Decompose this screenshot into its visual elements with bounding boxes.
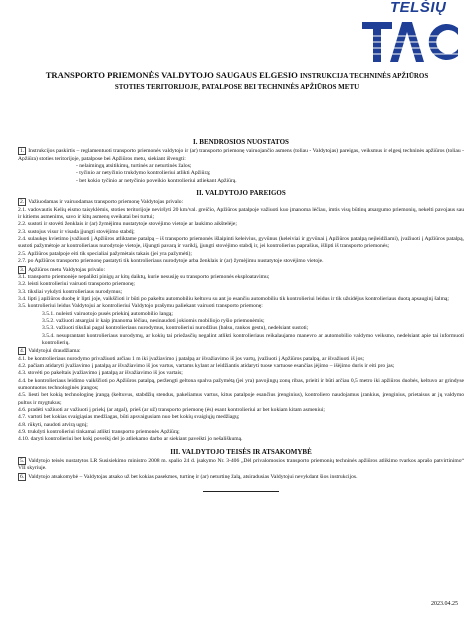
list-item: - bet kokio tyčinio ar netyčinio poveikio kontrolieriui atliekant Apžiūrą. (76, 177, 237, 184)
list-item: 2.3. sustojus visur ir visada įjungti stovėjimo stabdį; (18, 228, 135, 235)
title-line-1b: INSTRUKCIJA TECHNINĖS APŽIŪROS (300, 72, 429, 80)
list-item: 2.1. vadovautis Kelių eismo taisyklėmis, stoties teritorijoje neviršyti 20 km/val. greičio, Apžiūros patalpoje važiuoti kuo įmanoma lėčiau, imtis visų būtinų atsargumo priemonių, nekelti pavojaus sau ir kitiems asmenims, savo ir kitų asmenų sveikatai bei turtui; (18, 206, 464, 221)
document-body (18, 134, 464, 495)
item-number: 5. (20, 458, 25, 465)
list-item: 4.8. rūkyti, naudoti atvirą ugnį; (18, 421, 88, 428)
list-item: 4.10. daryti kontrolieriui bet kokį poveikį del jo atliekamo darbo ar siekiant paveikti jo nešališkumą. (18, 436, 243, 443)
list-item: 4.4. be kontrolieriaus leidimo vaikščioti po Apžiūros patalpą, peržengti geltona spalva pažymėtą (jei yra) pavojingų zonų ribas, prieiti ir būti arčiau 0,5 metro iki apžiūros duobės, keltuvo ar grindyse sumontuotos technologinės įrangos; (18, 377, 464, 391)
list-item: 3.5.4. nesuprantant kontrolieriaus nurodymų, ar kokių tai priežasčių negalint atlikti kontrolieriaus reikalaujamo manevro ar automobilio valdymo veiksmo, nedelsiant apie tai informuoti kontrolierių. (42, 332, 464, 346)
paragraph-1: 1. Instrukcijos paskirtis – reglamentuoti transporto priemonės valdytojo ir (ar) transporto priemonę vairuojančio asmens (toliau - Valdytojas) pareigas, veiksmus ir elgesį techninės apžiūros (toliau - Apžiūra) stoties teritorijoje, patalpose bei Apžiūros metu, siekiant išvengti: (18, 148, 464, 162)
list-item: 2.7. po Apžiūros transporto priemonę pastatyti tik kontrolieriaus nurodytoje arba ženklais ir (ar) žymėjimu nustatytoje stovėjimo vietoje. (18, 258, 324, 265)
list-item: 3.2. leisti kontrolieriui vairuoti transporto priemonę; (18, 281, 135, 288)
list-item: 3.3. tiksliai vykdyti kontrolieriaus nurodymus; (18, 288, 123, 295)
paragraph-2: 2. Važiuodamas ir vairuodamas transporto priemonę Valdytojas privalo: (20, 199, 184, 206)
list-item: - tyčinio ar netyčinio trukdymo kontrolieriui atlikti Apžiūrą; (76, 170, 211, 177)
section-heading-3: III. VALDYTOJO TEISĖS IR ATSAKOMYBĖ (170, 447, 312, 456)
list-item: 2.2. sustoti ir stovėti ženklais ir (ar) žymėjimu nustatytoje stovėjimo vietoje ar laukimo aikštelėje; (18, 221, 237, 228)
signature-line (203, 491, 279, 492)
item-number: 3. (20, 266, 25, 273)
company-logo (362, 0, 460, 66)
list-item: 2.5. Apžiūros patalpoje eiti tik specialiai pažymėtais takais (jei yra pažymėti); (18, 250, 192, 257)
section-heading-2: II. VALDYTOJO PAREIGOS (196, 189, 286, 198)
title-line-2: STOTIES TERITORIJOJE, PATALPOSE BEI TECHNINĖS APŽIŪROS METU (114, 83, 360, 91)
list-item: - nelaimingų atsitikimų, turtinės ar neturtinės žalos; (76, 163, 192, 170)
section-heading-1: I. BENDROSIOS NUOSTATOS (193, 138, 289, 146)
list-item: 4.9. trukdyti kontrolieriui tinkamai atlikti transporto priemonės Apžiūrą; (18, 429, 180, 436)
logo-text: TELŠIŲ (390, 0, 447, 16)
document-title (20, 70, 454, 93)
paragraph-6: 6. Valdytojo atsakomybė – Valdytojas atsako už bet kokias pasekmes, turtinę ir (ar) neturtinę žalą, atsiradusias Valdytojui nevykdant šios instrukcijos. (20, 473, 358, 480)
list-item: 3.5.3. važiuoti tiksliai pagal kontrolieriaus nurodymus, kontrolieriui nurodžius (balsu, rankos gestu), nedelsiant sustoti; (42, 325, 309, 332)
list-item: 3.5.1. nuleisti vairuotojo pusės priekinį automobilio langą; (42, 310, 173, 317)
item-number: 2. (20, 199, 25, 206)
list-item: 4.6. pradėti važiuoti ar važiuoti į priekį (ar atgal), prieš (ar už) transporto priemonę (ės) esant kontrolieriui ar bet kokiam kitam asmeniui; (18, 407, 325, 414)
list-item: 4.7. vartoti bet kokias svaigiąsias medžiagas, būti apsvaigusiam nuo bet kokių svaigiųjų medžiagų; (18, 414, 240, 421)
list-item: 4.3. stovėti po pakeltais įvažiavimo į patalpą ar išvažiavimo iš jos vartais; (18, 370, 183, 377)
tac-logo-icon (362, 20, 460, 64)
item-number: 1. (20, 148, 25, 155)
item-number: 4. (20, 348, 25, 355)
list-item: 3.1. transporto priemonėje nepalikti pinigų ar kitų daiktų, kurie nesusiję su transporto priemonės eksploatavimu; (18, 273, 270, 280)
list-item: 3.5.2. važiuoti atsargiai ir kaip įmanoma lėčiau, nesinaudoti jokiomis mobiliojo ryšio priemonėmis; (42, 317, 265, 324)
item-number: 6. (20, 473, 25, 480)
list-item: 4.1. be kontrolieriaus nurodymo privažiuoti arčiau 1 m iki įvažiavimo į patalpą ar išvažiavimo iš jos vartų, įvažiuoti į Apžiūros patalpą, ar išvažiuoti iš jos; (18, 355, 365, 362)
paragraph-4: 4. Valdytojui draudžiama: (20, 348, 81, 355)
title-line-1: TRANSPORTO PRIEMONĖS VALDYTOJO SAUGAUS ELGESIO (45, 70, 298, 80)
paragraph-5: 5. Valdytojo teisės nustatytos LR Susisiekimo ministro 2008 m. spalio 24 d. įsakymo Nr. 3-406 „Dėl privalomosios transporto priemonių techninės apžiūros atlikimo tvarkos aprašo patvirtinimo“ VII skyriuje. (18, 458, 464, 472)
list-item: 4.2. pačiam atidaryti įvažiavimo į patalpą ar išvažiavimo iš jos vartus, vartams kylant ar leidžiantis atidaryti tuose vartuose esančias įėjimo – išėjimo duris ir eiti pro jas; (18, 362, 395, 369)
paragraph-3: 3. Apžiūros metu Valdytojas privalo: (20, 266, 106, 273)
list-item: 2.4. sulaukęs kvietimo įvažiuoti į Apžiūros atliktame patalpą – iš transporto priemonės išlaipinti keleivius, gyvūnus (keleiviai ir gyvūnai į Apžiūros patalpą neįleidžiami), įvažiuoti į Apžiūros patalpą, sustoti pažymėtoje ar kontrolieriaus nurodytoje vietoje, išjungti pavarą ir variklį, įjungti stovėjimo stabdį ir, jei kontrolierius paprašius, išlipti iš transporto priemonės; (18, 236, 464, 250)
list-item: 3.4. lipti į apžiūros duobę ir lipti joje, vaikščioti ir būti po pakeltu automobiliu keltuvu su ant jo esančiu automobiliu tik kontrolieriui leidus ir tik užsidėjus kontrolieriaus duotą apsauginį šalmą; (18, 295, 449, 302)
list-item: 3.5. kontrolieriui leidus Valdytojui ar kontrolieriui Valdytojo prašymu paliekant vairuoti transporto priemonę: (18, 303, 263, 310)
list-item: 4.5. liesti bet kokią technologinę įrangą (keltuvus, stabdžių stendus, pakeliamus vartus, kitus patalpoje esančius įrenginius), kontroliero naudojamus įrankius, įrenginius, prietaisus ar jų valdymo pultus ir mygtukus; (18, 392, 464, 406)
document-date: 2023.04.25 (431, 601, 458, 607)
